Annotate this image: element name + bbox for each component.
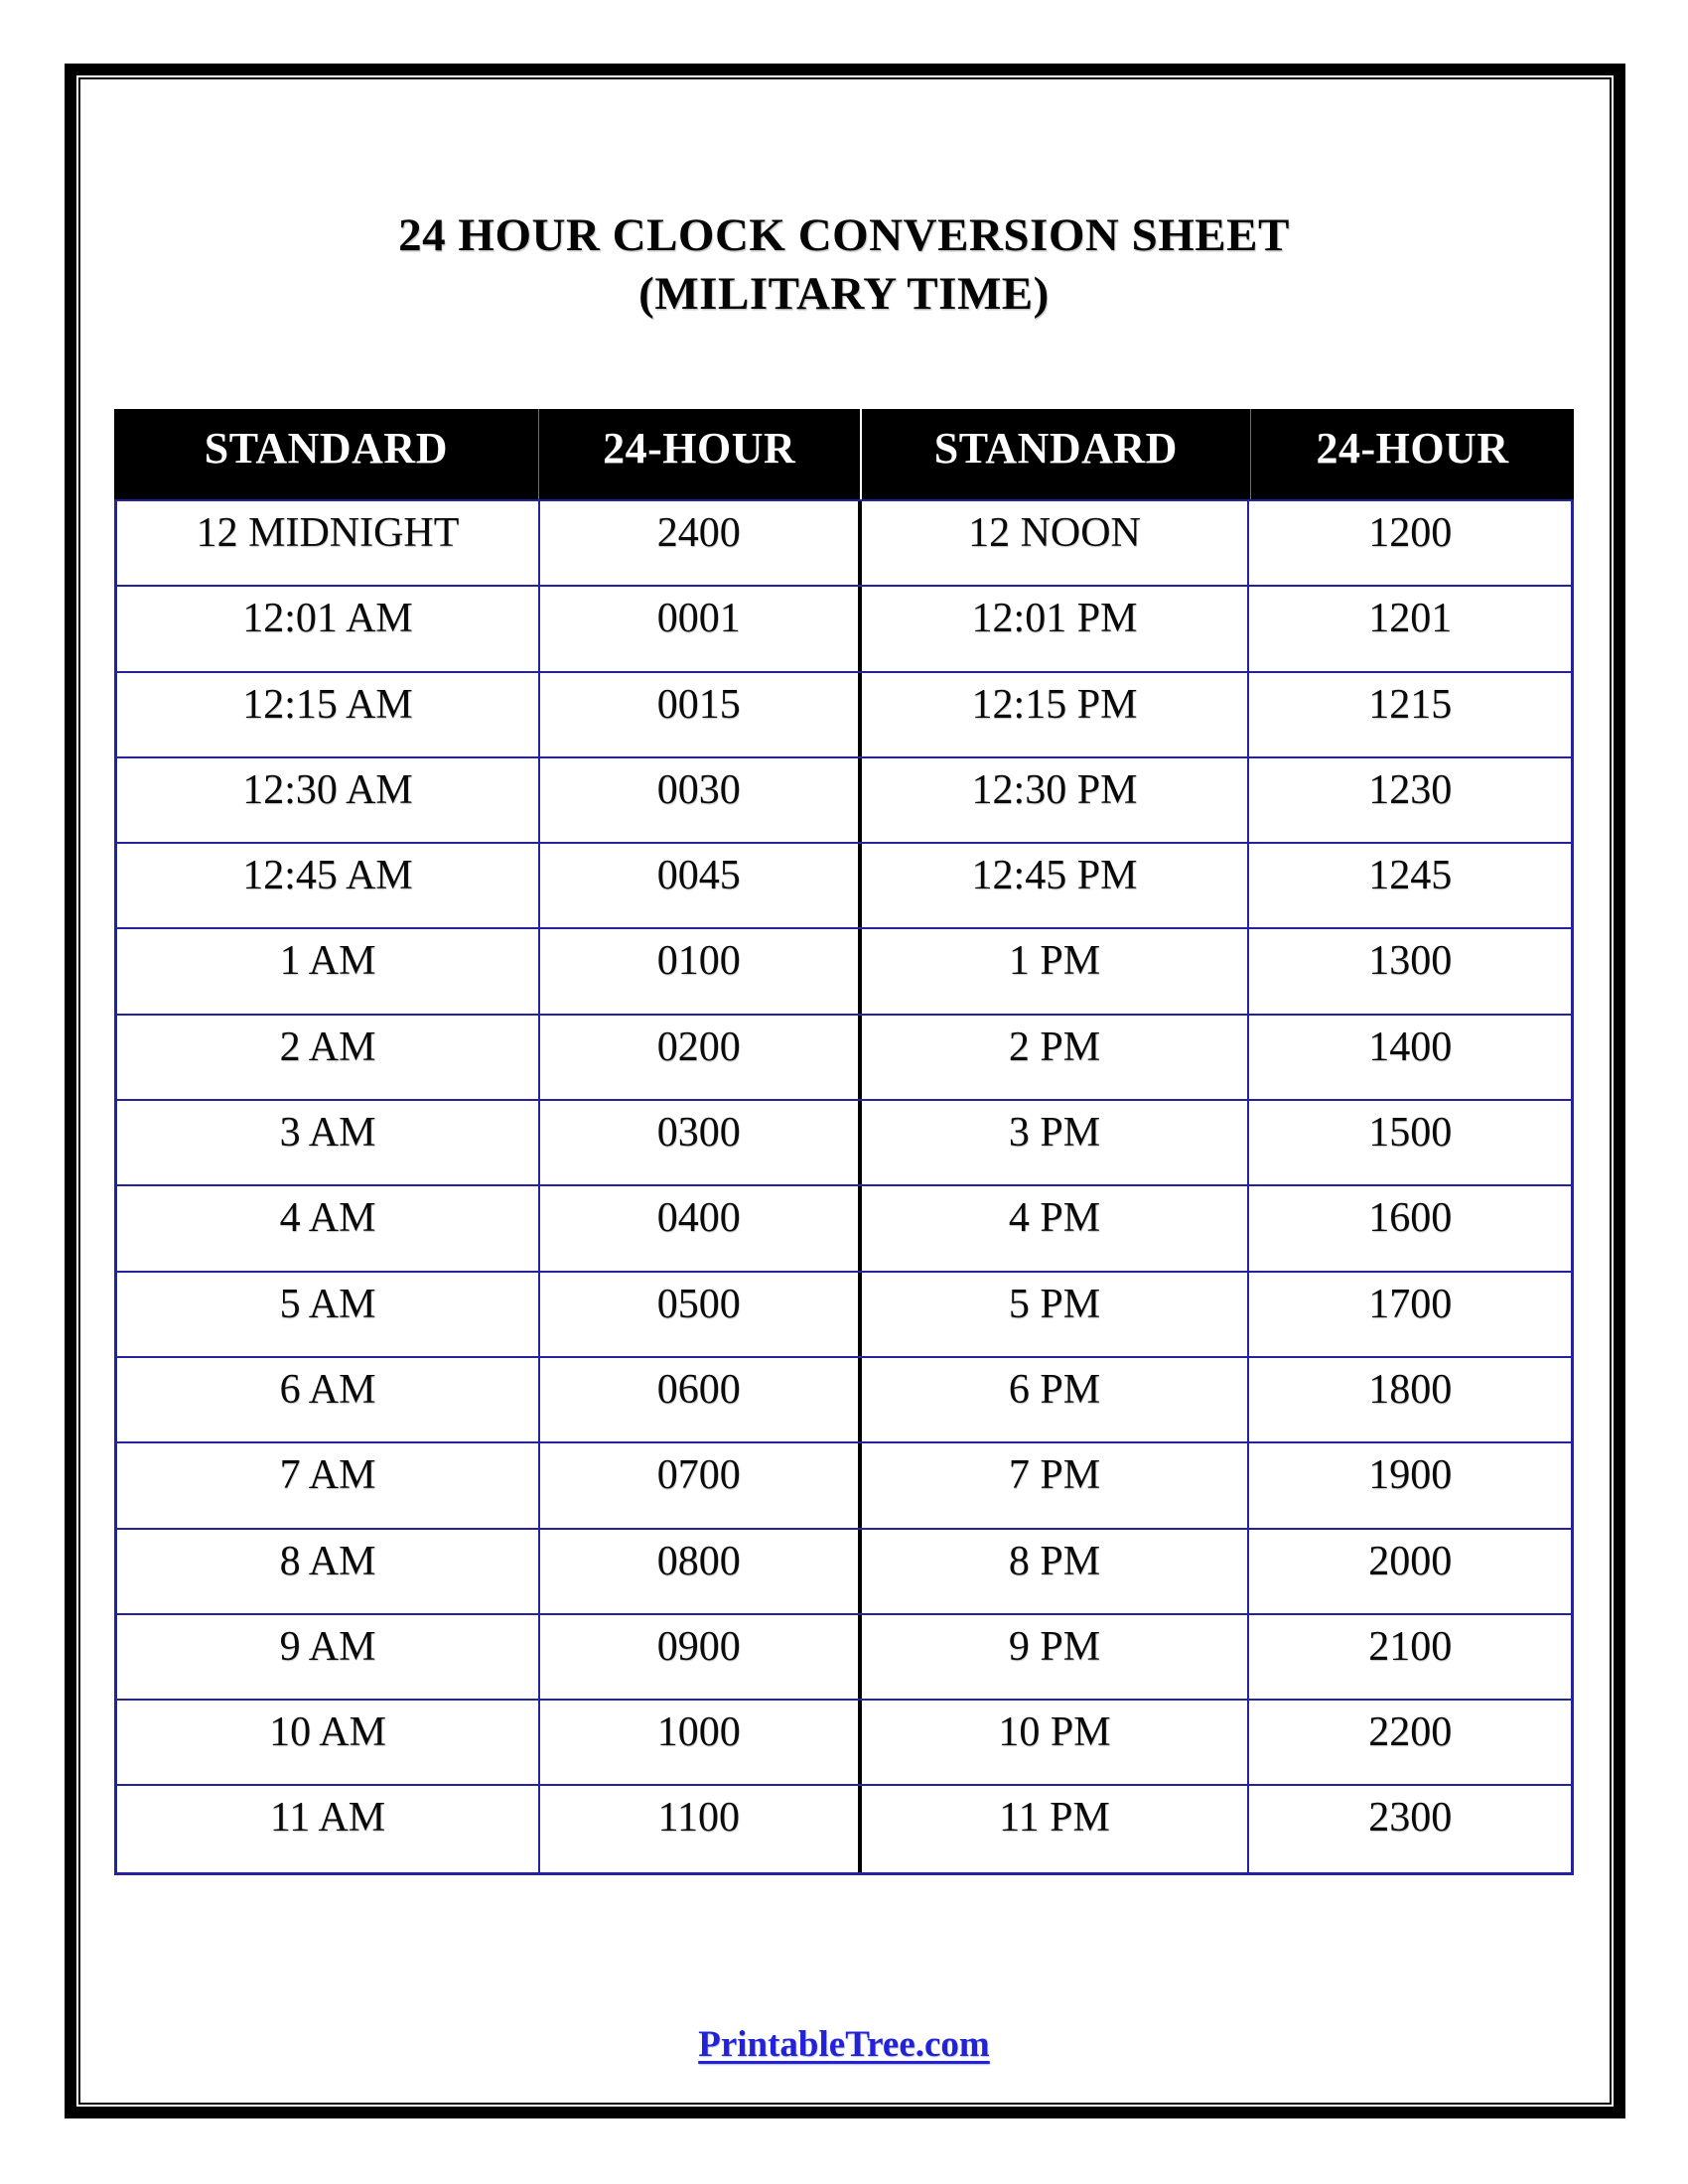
page-title [0, 206, 1688, 324]
table-row [117, 1101, 1571, 1186]
table-body [114, 499, 1574, 1875]
cell-24hour-am: 0045 [540, 844, 862, 927]
cell-standard-am: 12:15 AM [117, 673, 540, 756]
cell-24hour-am: 0300 [540, 1101, 862, 1184]
table-row [117, 673, 1571, 758]
cell-24hour-pm: 1900 [1368, 1452, 1453, 1499]
cell-24hour-pm: 1800 [1368, 1366, 1453, 1413]
table-row [117, 1273, 1571, 1358]
footer-link[interactable]: PrintableTree.com [698, 2024, 990, 2065]
cell-standard-pm: 12:30 PM [862, 758, 1250, 842]
cell-standard-am: 2 AM [117, 1016, 540, 1099]
cell-standard-am: 7 AM [117, 1443, 540, 1527]
table-row [117, 587, 1571, 672]
table-row [117, 844, 1571, 929]
cell-standard-pm: 7 PM [862, 1443, 1250, 1527]
cell-24hour-am: 0015 [540, 673, 862, 756]
cell-24hour-pm: 2300 [1368, 1795, 1453, 1842]
cell-24hour-am: 0500 [540, 1273, 862, 1356]
cell-24hour-am: 0200 [540, 1016, 862, 1099]
cell-standard-am: 12:30 AM [117, 758, 540, 842]
cell-standard-am: 12 MIDNIGHT [117, 501, 540, 585]
cell-standard-am: 1 AM [117, 929, 540, 1013]
cell-24hour-pm: 2200 [1368, 1709, 1453, 1756]
cell-standard-pm: 9 PM [862, 1615, 1250, 1699]
header-cell-standard-pm: STANDARD [862, 409, 1251, 499]
cell-standard-pm: 12:45 PM [862, 844, 1250, 927]
cell-24hour-pm: 1300 [1368, 938, 1453, 985]
cell-24hour-pm: 1215 [1368, 681, 1453, 728]
cell-standard-pm: 5 PM [862, 1273, 1250, 1356]
cell-standard-pm: 8 PM [862, 1530, 1250, 1613]
cell-24hour-pm: 1500 [1368, 1110, 1453, 1157]
table-row [117, 1358, 1571, 1443]
cell-24hour-am: 0100 [540, 929, 862, 1013]
table-row [117, 1786, 1571, 1871]
cell-24hour-pm: 1200 [1368, 510, 1453, 556]
cell-24hour-am: 2400 [540, 501, 862, 585]
cell-standard-am: 12:01 AM [117, 587, 540, 670]
cell-24hour-pm: 1600 [1368, 1195, 1453, 1242]
cell-standard-am: 11 AM [117, 1786, 540, 1871]
cell-standard-pm: 11 PM [862, 1786, 1250, 1871]
cell-24hour-am: 0030 [540, 758, 862, 842]
cell-standard-pm: 6 PM [862, 1358, 1250, 1441]
table-row [117, 501, 1571, 587]
table-row [117, 758, 1571, 844]
cell-standard-pm: 4 PM [862, 1186, 1250, 1270]
page-footer [0, 2023, 1688, 2066]
table-row [117, 1701, 1571, 1786]
table-row [117, 929, 1571, 1015]
table-row [117, 1530, 1571, 1615]
cell-standard-pm: 2 PM [862, 1016, 1250, 1099]
cell-24hour-pm: 2100 [1368, 1623, 1453, 1670]
table-row [117, 1016, 1571, 1101]
cell-24hour-am: 0600 [540, 1358, 862, 1441]
cell-24hour-am: 0800 [540, 1530, 862, 1613]
cell-24hour-pm: 1245 [1368, 853, 1453, 899]
cell-standard-am: 6 AM [117, 1358, 540, 1441]
cell-standard-pm: 3 PM [862, 1101, 1250, 1184]
table-row [117, 1186, 1571, 1272]
conversion-table [114, 409, 1574, 1875]
cell-24hour-am: 0001 [540, 587, 862, 670]
cell-24hour-pm: 1230 [1368, 766, 1453, 813]
header-cell-24hour-am: 24-HOUR [539, 409, 862, 499]
cell-24hour-am: 1000 [540, 1701, 862, 1784]
cell-24hour-pm: 2000 [1368, 1538, 1453, 1584]
cell-standard-pm: 1 PM [862, 929, 1250, 1013]
cell-standard-am: 4 AM [117, 1186, 540, 1270]
table-row [117, 1615, 1571, 1701]
page-title-line1: 24 HOUR CLOCK CONVERSION SHEET [398, 209, 1290, 261]
cell-24hour-am: 0700 [540, 1443, 862, 1527]
cell-24hour-pm: 1201 [1368, 596, 1453, 642]
cell-standard-am: 8 AM [117, 1530, 540, 1613]
header-cell-24hour-pm: 24-HOUR [1316, 424, 1509, 473]
table-row [117, 1443, 1571, 1529]
table-header-row [114, 409, 1574, 499]
cell-24hour-pm: 1700 [1368, 1281, 1453, 1327]
cell-24hour-am: 1100 [540, 1786, 862, 1871]
cell-standard-am: 5 AM [117, 1273, 540, 1356]
cell-standard-am: 10 AM [117, 1701, 540, 1784]
page-title-line2: (MILITARY TIME) [638, 268, 1050, 320]
cell-standard-pm: 12 NOON [862, 501, 1250, 585]
cell-standard-pm: 12:01 PM [862, 587, 1250, 670]
cell-standard-pm: 10 PM [862, 1701, 1250, 1784]
cell-standard-am: 9 AM [117, 1615, 540, 1699]
header-cell-standard-am: STANDARD [114, 409, 539, 499]
cell-standard-am: 12:45 AM [117, 844, 540, 927]
cell-24hour-am: 0400 [540, 1186, 862, 1270]
cell-24hour-pm: 1400 [1368, 1024, 1453, 1070]
cell-standard-pm: 12:15 PM [862, 673, 1250, 756]
cell-standard-am: 3 AM [117, 1101, 540, 1184]
cell-24hour-am: 0900 [540, 1615, 862, 1699]
